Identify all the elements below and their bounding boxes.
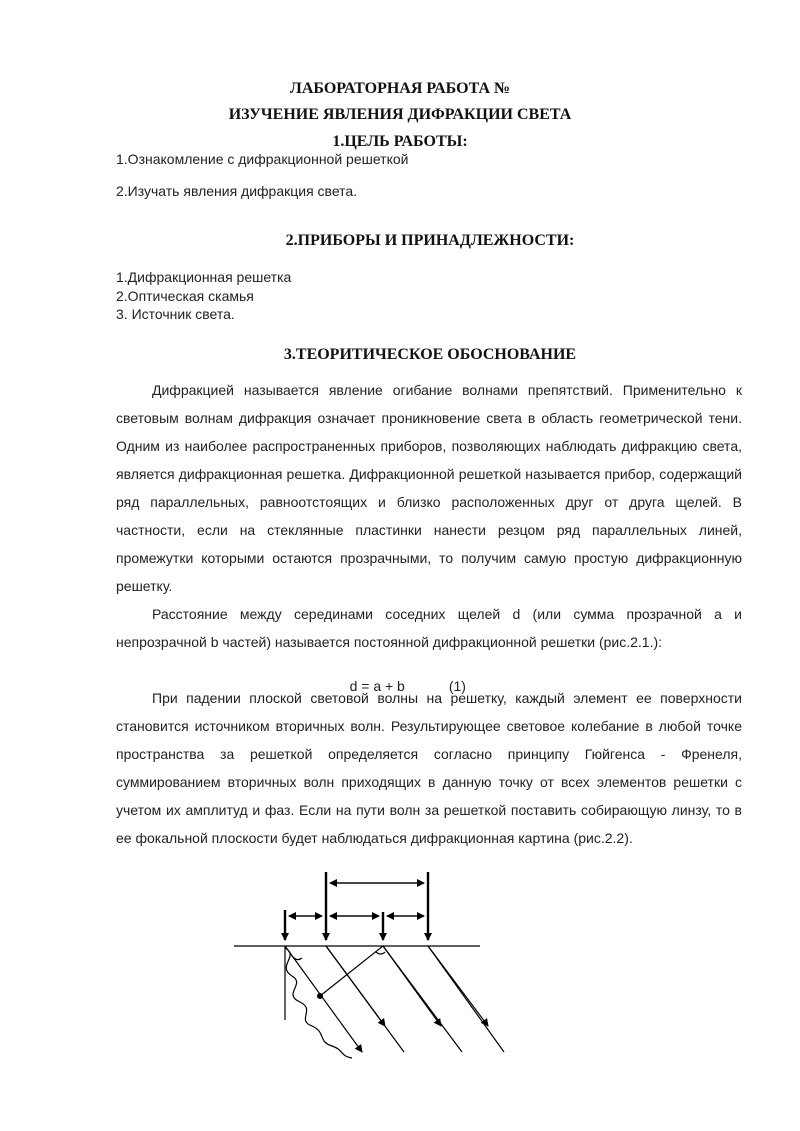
- lab-title: ЛАБОРАТОРНАЯ РАБОТА №: [289, 80, 511, 97]
- path-difference-line: [320, 946, 383, 996]
- wavefront-curve: [285, 948, 352, 1058]
- goal-heading: 1.ЦЕЛЬ РАБОТЫ:: [332, 133, 468, 150]
- theory-heading: 3.ТЕОРИТИЧЕСКОЕ ОБОСНОВАНИЕ: [283, 346, 577, 363]
- equipment-item: 2.Оптическая скамья: [116, 288, 254, 304]
- intersection-point: [317, 993, 323, 999]
- equipment-item: 3. Источник света.: [116, 306, 235, 322]
- equipment-heading: 2.ПРИБОРЫ И ПРИНАДЛЕЖНОСТИ:: [285, 232, 575, 249]
- formula: d = a + b: [349, 678, 405, 694]
- theory-paragraph-1: Дифракцией называется явление огибание волнами препятствий. Применительно к световым волнам дифракция означает проникновение света в область геометрической тени. Одним из наиболее распространенных приборов, позволяющих наблюдать дифракцию света, является дифракционная решетка. Дифракционной решеткой называется прибор, содержащий ряд параллельных, равноотстоящих и близко расположенных друг от друга щелей. В частности, если на стеклянные пластинки нанести резцом ряд параллельных линей, промежутки которыми остаются прозрачными, то получим самую простую дифракционную решетку.: [116, 382, 742, 594]
- theory-paragraph-2: Расстояние между серединами соседних щелей d (или сумма прозрачной а и непрозрачной b частей) называется постоянной дифракционной решетки (рис.2.1.):: [116, 606, 742, 650]
- equipment-item: 1.Дифракционная решетка: [116, 269, 292, 285]
- goal-item: 2.Изучать явления дифракция света.: [116, 183, 358, 199]
- diffraction-grating-figure: [0, 860, 800, 1060]
- diffracted-ray: [285, 946, 362, 1052]
- lab-topic: ИЗУЧЕНИЕ ЯВЛЕНИЯ ДИФРАКЦИИ СВЕТА: [228, 106, 572, 123]
- goal-item: 1.Ознакомление с дифракционной решеткой: [116, 151, 409, 167]
- formula-number: (1): [448, 678, 466, 694]
- theory-paragraph-3: При падении плоской световой волны на решетку, каждый элемент ее поверхности становится источником вторичных волн. Результирующее световое колебание в любой точке пространства за решеткой определяется согласно принципу Гюйгенса - Френеля, суммированием вторичных волн приходящих в данную точку от всех элементов решетки с учетом их амплитуд и фаз. Если на пути волн за решеткой поставить собирающую линзу, то в ее фокальной плоскости будет наблюдаться дифракционная картина (рис.2.2).: [116, 690, 742, 846]
